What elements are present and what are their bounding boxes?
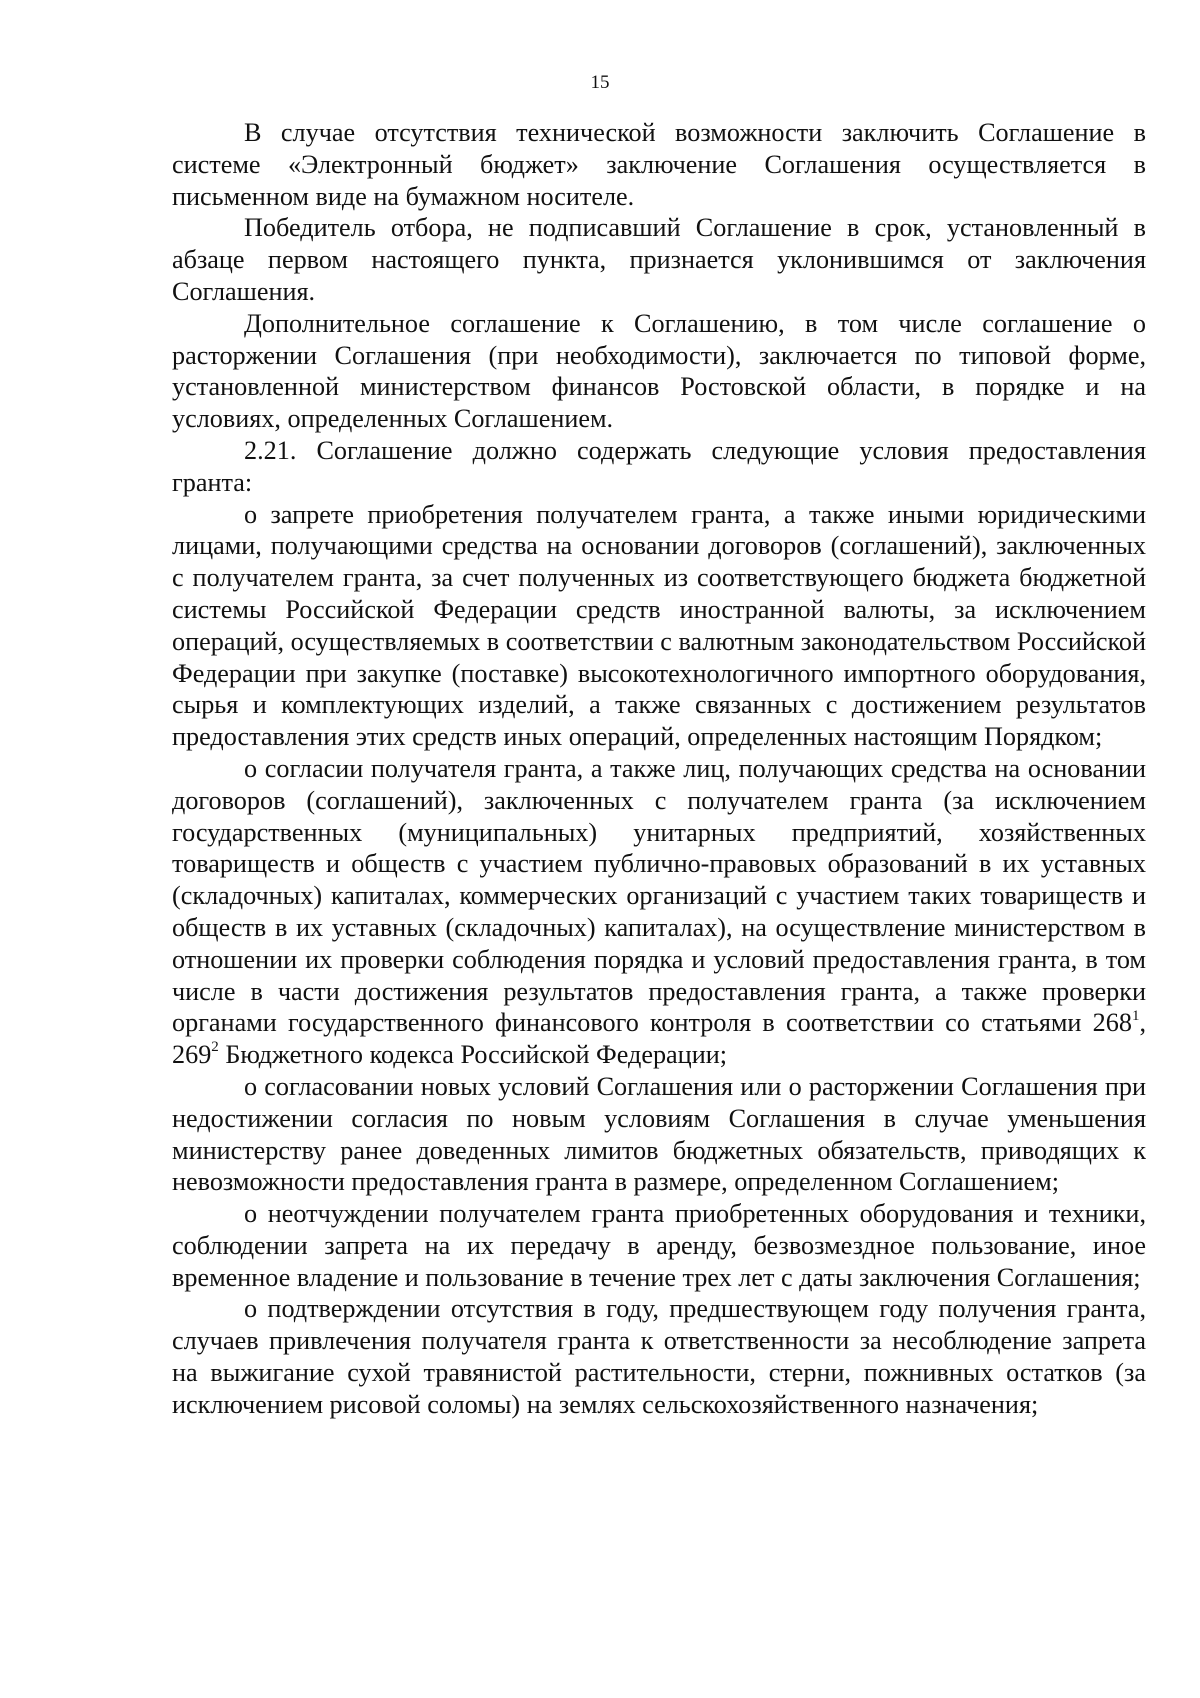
superscript-268: 1: [1131, 1007, 1140, 1024]
paragraph-burning-ban: о подтверждении отсутствия в году, предшествующем году получения гранта, случаев привлечения получателя гранта к ответственности за несоблюдение запрета на выжигание сухой травянистой растительности, стерни, пожнивных остатков (за исключением рисовой соломы) на землях сельскохозяйственного назначения;: [172, 1294, 1146, 1419]
document-body: [172, 117, 1146, 1421]
paragraph-selection-winner: Победитель отбора, не подписавший Соглашение в срок, установленный в абзаце первом настоящего пункта, признается уклонившимся от заключения Соглашения.: [172, 213, 1146, 306]
paragraph-currency-ban: о запрете приобретения получателем гранта, а также иными юридическими лицами, получающими средства на основании договоров (соглашений), заключенных с получателем гранта, за счет полученных из соответствующего бюджета бюджетной системы Российской Федерации средств иностранной валюты, за исключением операций, осуществляемых в соответствии с валютным законодательством Российской Федерации при закупке (поставке) высокотехнологичного импортного оборудования, сырья и комплектующих изделий, а также связанных с достижением результатов предоставления этих средств иных операций, определенных настоящим Порядком;: [172, 499, 1146, 752]
paragraph-electronic-budget: В случае отсутствия технической возможности заключить Соглашение в системе «Электронный бюджет» заключение Соглашения осуществляется в письменном виде на бумажном носителе.: [172, 118, 1146, 211]
paragraph-additional-agreement: Дополнительное соглашение к Соглашению, в том числе соглашение о расторжении Соглашения (при необходимости), заключается по типовой форме, установленной министерством финансов Ростовской области, в порядке и на условиях, определенных Соглашением.: [172, 308, 1146, 434]
superscript-269: 2: [211, 1039, 219, 1056]
page-number: 15: [590, 72, 610, 93]
paragraph-new-conditions: о согласовании новых условий Соглашения или о расторжении Соглашения при недостижении согласия по новым условиям Соглашения в случае уменьшения министерству ранее доведенных лимитов бюджетных обязательств, приводящих к невозможности предоставления гранта в размере, определенном Соглашением;: [172, 1071, 1146, 1197]
paragraph-non-alienation: о неотчуждении получателем гранта приобретенных оборудования и техники, соблюдении запрета на их передачу в аренду, безвозмездное пользование, иное временное владение и пользование в течение трех лет с даты заключения Соглашения;: [172, 1199, 1146, 1292]
consent-text-before: о согласии получателя гранта, а также лиц, получающих средства на основании договоров (соглашений), заключенных с получателем гранта (за исключением государственных (муниципальных) унитарных предприятий, хозяйственных товариществ и обществ с участием публично-правовых образований в их уставных (складочных) капиталах, коммерческих организаций с участием таких товариществ и обществ в их уставных (складочных) капиталах), на осуществление министерством в отношении их проверки соблюдения порядка и условий предоставления гранта, в том числе в части достижения результатов предоставления гранта, а также проверки органами государственного финансового контроля в соответствии со статьями 268: [172, 753, 1146, 1038]
consent-text-middle: , 269: [172, 1008, 1146, 1070]
paragraph-clause-2-21: 2.21. Соглашение должно содержать следующие условия предоставления гранта:: [172, 435, 1146, 497]
paragraph-consent-inspection: [172, 753, 1146, 1071]
consent-text-after: Бюджетного кодекса Российской Федерации;: [218, 1040, 727, 1070]
